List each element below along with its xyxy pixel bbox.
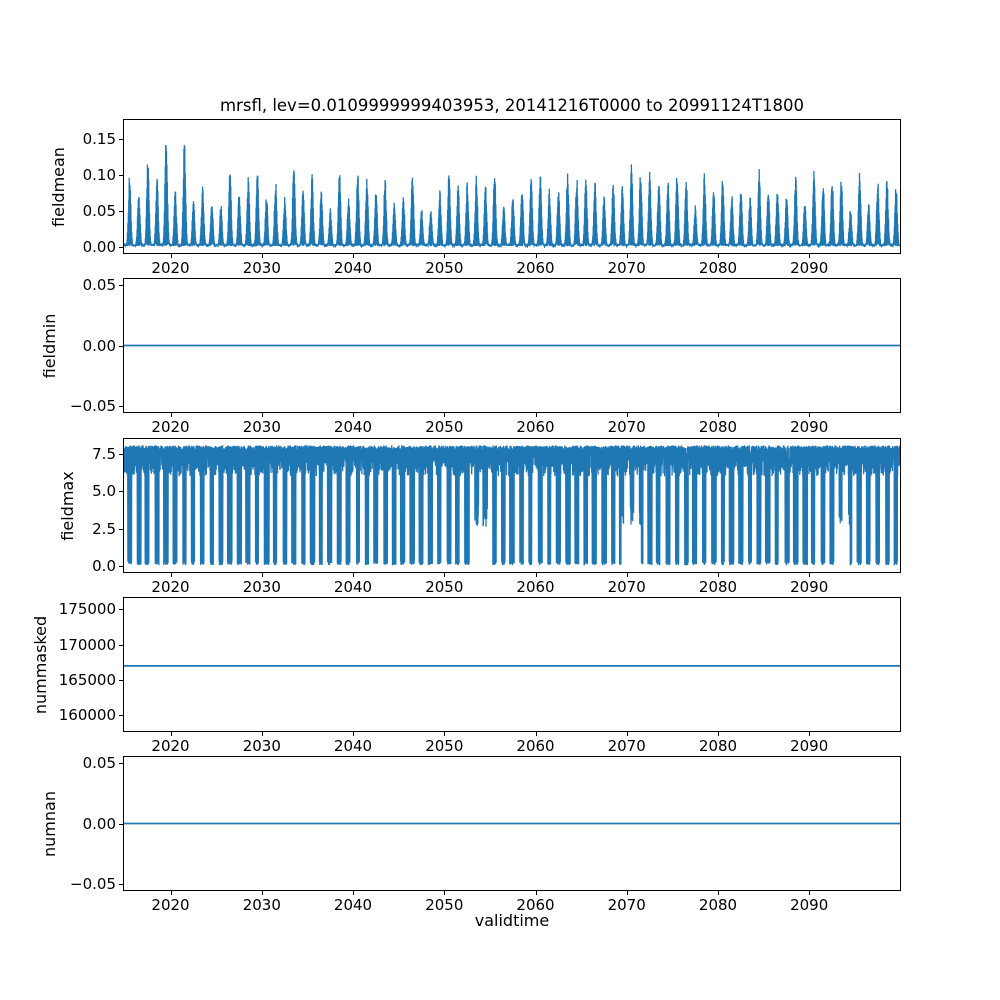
x-tick-label: 2090 (790, 737, 829, 755)
x-tick-label: 2060 (516, 578, 555, 596)
x-tick-label: 2080 (698, 259, 738, 277)
x-tick-label: 2040 (333, 896, 373, 914)
y-tick (119, 680, 123, 681)
x-tick-label: 2090 (790, 259, 829, 277)
x-tick (536, 891, 537, 895)
y-tick (119, 406, 123, 407)
x-tick (718, 254, 719, 258)
y-tick-label: 0.00 (82, 814, 116, 833)
x-tick-label: 2020 (151, 578, 190, 596)
y-tick-label: 175000 (58, 600, 116, 619)
x-tick-label: 2080 (698, 418, 738, 436)
x-tick (444, 573, 445, 577)
x-tick-label: 2080 (698, 896, 738, 914)
x-tick-label: 2050 (425, 737, 464, 755)
x-tick (536, 413, 537, 417)
x-tick-label: 2080 (698, 737, 738, 755)
x-tick (809, 573, 810, 577)
x-tick-label: 2070 (607, 578, 646, 596)
x-tick-label: 2060 (516, 259, 555, 277)
x-tick (627, 413, 628, 417)
plot-area-fieldmean (124, 120, 900, 253)
x-tick-label: 2040 (333, 737, 373, 755)
x-tick-label: 2070 (607, 896, 646, 914)
x-tick-label: 2040 (333, 259, 373, 277)
y-tick (119, 175, 123, 176)
x-tick (171, 413, 172, 417)
x-tick (171, 891, 172, 895)
y-axis-label-fieldmin: fieldmin (40, 313, 59, 378)
x-tick (444, 891, 445, 895)
series-line-fieldmean (124, 145, 900, 246)
x-tick-label: 2060 (516, 418, 555, 436)
x-tick (809, 413, 810, 417)
x-tick-label: 2090 (790, 896, 829, 914)
y-axis-label-fieldmean: fieldmean (49, 146, 68, 227)
y-tick (119, 715, 123, 716)
y-tick-label: −0.05 (70, 397, 116, 415)
axes-fieldmin (123, 278, 901, 413)
y-tick-label: 0.05 (82, 754, 116, 772)
x-tick-label: 2070 (607, 259, 646, 277)
x-tick (718, 573, 719, 577)
y-tick-label: 165000 (58, 671, 116, 690)
x-tick-label: 2020 (151, 737, 190, 755)
axes-numnan (123, 756, 901, 891)
y-axis-label-fieldmax: fieldmax (58, 470, 77, 541)
x-tick (353, 732, 354, 736)
x-tick (353, 573, 354, 577)
x-tick-label: 2030 (242, 896, 281, 914)
x-tick-label: 2020 (151, 896, 190, 914)
x-tick (444, 254, 445, 258)
x-tick (353, 413, 354, 417)
x-tick (444, 732, 445, 736)
plot-area-fieldmax (124, 439, 900, 572)
y-tick (119, 491, 123, 492)
y-tick (119, 824, 123, 825)
y-tick-label: 0.05 (82, 276, 116, 294)
y-tick (119, 346, 123, 347)
x-tick (718, 891, 719, 895)
x-tick (262, 732, 263, 736)
axes-fieldmax (123, 438, 901, 573)
x-tick (809, 732, 810, 736)
x-tick (536, 732, 537, 736)
y-tick-label: 170000 (58, 635, 116, 654)
x-tick (262, 413, 263, 417)
y-tick (119, 645, 123, 646)
x-tick (809, 891, 810, 895)
x-tick (536, 254, 537, 258)
axes-fieldmean (123, 119, 901, 254)
axes-nummasked (123, 597, 901, 732)
x-tick-label: 2050 (425, 259, 464, 277)
y-tick-label: 7.5 (92, 445, 116, 463)
y-tick (119, 763, 123, 764)
x-tick (536, 573, 537, 577)
x-axis-label: validtime (474, 911, 550, 930)
plot-area-fieldmin (124, 279, 900, 412)
y-tick (119, 566, 123, 567)
x-tick (718, 413, 719, 417)
y-axis-label-numnan: numnan (40, 790, 59, 857)
x-tick (627, 254, 628, 258)
x-tick (171, 254, 172, 258)
x-tick-label: 2070 (607, 418, 646, 436)
y-tick-label: −0.05 (70, 875, 116, 893)
x-tick (627, 732, 628, 736)
y-tick (119, 529, 123, 530)
y-tick-label: 2.5 (92, 519, 116, 538)
x-tick (353, 254, 354, 258)
plot-area-numnan (124, 757, 900, 890)
chart-title: mrsfl, lev=0.0109999999403953, 20141216T0000 to 20991124T1800 (219, 96, 805, 115)
y-tick-label: 0.05 (82, 202, 116, 220)
y-tick (119, 247, 123, 248)
y-tick-label: 0.00 (82, 336, 116, 355)
x-tick (262, 254, 263, 258)
x-tick (171, 573, 172, 577)
y-tick (119, 609, 123, 610)
series-line-fieldmax (124, 445, 900, 565)
x-tick (627, 891, 628, 895)
y-tick (119, 884, 123, 885)
y-tick-label: 5.0 (92, 482, 116, 501)
x-tick-label: 2070 (607, 737, 646, 755)
x-tick-label: 2050 (425, 418, 464, 436)
x-tick-label: 2090 (790, 578, 829, 596)
y-tick (119, 139, 123, 140)
x-tick (809, 254, 810, 258)
x-tick (262, 891, 263, 895)
x-tick (718, 732, 719, 736)
y-tick-label: 0.15 (82, 130, 116, 148)
y-tick-label: 0.0 (92, 557, 116, 575)
y-tick (119, 454, 123, 455)
x-tick-label: 2050 (425, 896, 464, 914)
x-tick-label: 2030 (242, 737, 281, 755)
y-tick (119, 211, 123, 212)
x-tick (171, 732, 172, 736)
x-tick-label: 2020 (151, 259, 190, 277)
x-tick-label: 2030 (242, 578, 281, 596)
y-tick-label: 0.00 (82, 238, 116, 256)
x-tick-label: 2030 (242, 259, 281, 277)
x-tick (444, 413, 445, 417)
x-tick (262, 573, 263, 577)
y-axis-label-nummasked: nummasked (31, 615, 50, 714)
x-tick-label: 2060 (516, 737, 555, 755)
x-tick (353, 891, 354, 895)
x-tick-label: 2050 (425, 578, 464, 596)
y-tick (119, 285, 123, 286)
x-tick-label: 2030 (242, 418, 281, 436)
x-tick-label: 2040 (333, 578, 373, 596)
x-tick-label: 2040 (333, 418, 373, 436)
x-tick-label: 2020 (151, 418, 190, 436)
x-tick-label: 2080 (698, 578, 738, 596)
y-tick-label: 160000 (58, 706, 116, 725)
x-tick (627, 573, 628, 577)
x-tick-label: 2090 (790, 418, 829, 436)
x-tick-label: 2060 (516, 896, 555, 914)
y-tick-label: 0.10 (82, 166, 116, 184)
plot-area-nummasked (124, 598, 900, 731)
